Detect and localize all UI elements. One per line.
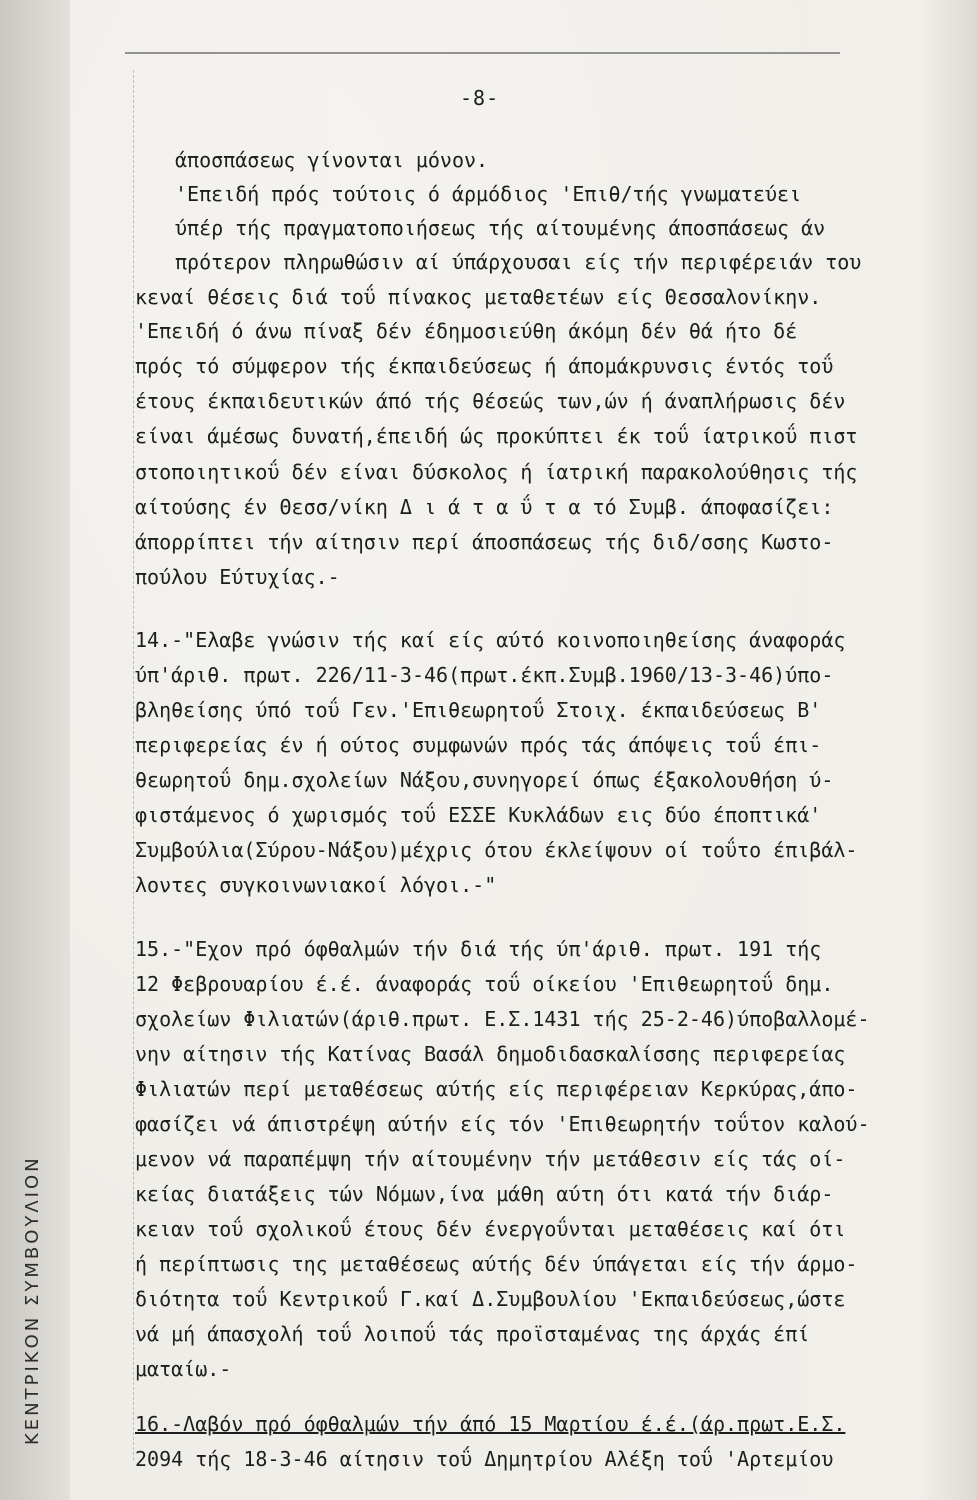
- text-line: ή περίπτωσις της μεταθέσεως αύτής δέν ύπάγεται είς τήν άρμο-: [135, 1252, 858, 1276]
- text-line: ματαίω.-: [135, 1357, 232, 1381]
- text-line: πρός τό σύμφερον τής έκπαιδεύσεως ή άπομάκρυνσις έντός τοΰ: [135, 354, 834, 378]
- text-line: βληθείσης ύπό τοΰ Γεν.'Επιθεωρητοΰ Στοιχ. έκπαιδεύσεως Β': [135, 698, 822, 722]
- text-line: ύπέρ τής πραγματοποιήσεως τής αίτουμένης άποσπάσεως άν: [175, 216, 826, 240]
- text-line: στοποιητικοΰ δέν είναι δύσκολος ή ίατρική παρακολούθησις τής: [135, 460, 858, 484]
- text-line: νά μή άπασχολή τοΰ λοιποΰ τάς προϊσταμένας της άρχάς έπί: [135, 1322, 810, 1346]
- text-line: κείας διατάξεις τών Νόμων,ίνα μάθη αύτη ότι κατά τήν διάρ-: [135, 1182, 834, 1206]
- text-line: 2094 τής 18-3-46 αίτησιν τοΰ Δημητρίου Αλέξη τοΰ 'Αρτεμίου: [135, 1447, 834, 1471]
- text-line: περιφερείας έν ή ούτος συμφωνών πρός τάς άπόψεις τοΰ έπι-: [135, 733, 822, 757]
- text-line: διότητα τοΰ Κεντρικοΰ Γ.καί Δ.Συμβουλίου 'Εκπαιδεύσεως,ώστε: [135, 1287, 846, 1311]
- text-line: φιστάμενος ό χωρισμός τοΰ ΕΣΣΕ Κυκλάδων εις δύο έποπτικά': [135, 803, 822, 827]
- text-line: 'Επειδή πρός τούτοις ό άρμόδιος 'Επιθ/τής γνωματεύει: [175, 182, 802, 206]
- text-line: πούλου Εύτυχίας.-: [135, 565, 340, 589]
- text-line: πρότερον πληρωθώσιν αί ύπάρχουσαι είς τήν περιφέρειάν του: [175, 250, 862, 274]
- text-line: 'Επειδή ό άνω πίναξ δέν έδημοσιεύθη άκόμη δέν θά ήτο δέ: [135, 319, 798, 343]
- text-line: μενον νά παραπέμψη τήν αίτουμένην τήν μετάθεσιν είς τάς οί-: [135, 1147, 846, 1171]
- top-rule: [125, 52, 840, 54]
- text-line: 15.-"Εχον πρό όφθαλμών τήν διά τής ύπ'άριθ. πρωτ. 191 τής: [135, 937, 822, 961]
- text-line: 14.-"Ελαβε γνώσιν τής καί είς αύτό κοινοποιηθείσης άναφοράς: [135, 628, 846, 652]
- text-line: άποσπάσεως γίνονται μόνον.: [175, 148, 489, 172]
- text-line: 12 Φεβρουαρίου έ.έ. άναφοράς τοΰ οίκείου 'Επιθεωρητοΰ δημ.: [135, 972, 834, 996]
- text-line: είναι άμέσως δυνατή,έπειδή ώς προκύπτει έκ τοΰ ίατρικοΰ πιστ: [135, 424, 858, 448]
- page-number: -8-: [460, 86, 500, 110]
- text-line: λοντες συγκοινωνιακοί λόγοι.-": [135, 873, 497, 897]
- text-line: νην αίτησιν τής Κατίνας Βασάλ δημοδιδασκαλίσσης περιφερείας: [135, 1042, 846, 1066]
- text-line: κεναί θέσεις διά τοΰ πίνακος μεταθετέων είς Θεσσαλονίκην.: [135, 285, 822, 309]
- text-line: έτους έκπαιδευτικών άπό τής θέσεώς των,ών ή άναπλήρωσις δέν: [135, 389, 846, 413]
- text-line: αίτούσης έν Θεσσ/νίκη Δ ι ά τ α ΰ τ α τό Συμβ. άποφασίζει:: [135, 495, 834, 519]
- margin-rule: [133, 70, 134, 1460]
- text-line: άπορρίπτει τήν αίτησιν περί άποσπάσεως τής διδ/σσης Κωστο-: [135, 530, 834, 554]
- text-line: θεωρητοΰ δημ.σχολείων Νάξου,συνηγορεί όπως έξακολουθήση ύ-: [135, 768, 834, 792]
- text-line: φασίζει νά άπιστρέψη αύτήν είς τόν 'Επιθεωρητήν τοΰτον καλού-: [135, 1112, 870, 1136]
- text-line: κειαν τοΰ σχολικοΰ έτους δέν ένεργοΰνται μεταθέσεις καί ότι: [135, 1217, 846, 1241]
- spine-label: ΚΕΝΤΡΙΚΟΝ ΣΥΜΒΟΥΛΙΟΝ: [22, 1155, 43, 1445]
- text-line: 16.-Λαβόν πρό όφθαλμών τήν άπό 15 Μαρτίου έ.έ.(άρ.πρωτ.Ε.Σ.: [135, 1412, 846, 1436]
- text-line: σχολείων Φιλιατών(άριθ.πρωτ. Ε.Σ.1431 τής 25-2-46)ύποβαλλομέ-: [135, 1007, 870, 1031]
- text-line: ύπ'άριθ. πρωτ. 226/11-3-46(πρωτ.έκπ.Συμβ.1960/13-3-46)ύπο-: [135, 663, 834, 687]
- text-line: Συμβούλια(Σύρου-Νάξου)μέχρις ότου έκλείψουν οί τοΰτο έπιβάλ-: [135, 838, 858, 862]
- text-line: Φιλιατών περί μεταθέσεως αύτής είς περιφέρειαν Κερκύρας,άπο-: [135, 1077, 858, 1101]
